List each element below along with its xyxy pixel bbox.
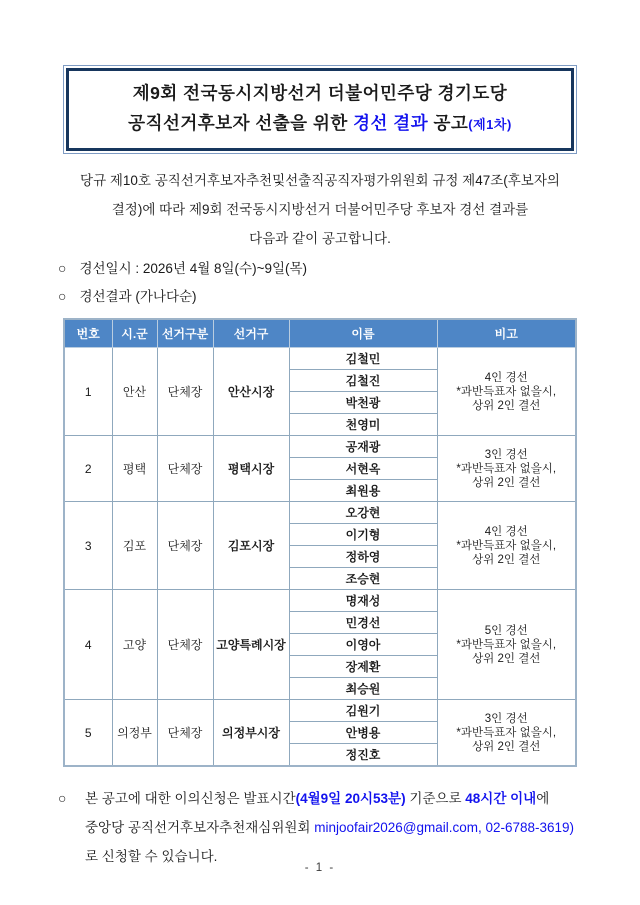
column-header-col-district-type: 선거구분 bbox=[157, 319, 213, 348]
email-link[interactable]: minjoofair2026@gmail.com, 02-6788-3619) bbox=[314, 820, 575, 835]
remark-line: 4인 경선 bbox=[484, 525, 528, 538]
cell-candidate-name: 민경선 bbox=[289, 612, 437, 634]
table-row bbox=[64, 590, 576, 612]
title-line-1: 제9회 전국동시지방선거 더불어민주당 경기도당 bbox=[132, 83, 508, 103]
bullet-list bbox=[58, 255, 307, 310]
text-run: (제1차) bbox=[468, 117, 512, 132]
cell-city: 고양 bbox=[112, 590, 157, 700]
results-table-body bbox=[64, 348, 576, 767]
cell-remark bbox=[437, 348, 576, 436]
cell-district-type: 단체장 bbox=[157, 348, 213, 436]
cell-candidate-name: 박천광 bbox=[289, 392, 437, 414]
notice-lines bbox=[58, 784, 590, 871]
text-run: 로 신청할 수 있습니다. bbox=[85, 849, 218, 864]
cell-candidate-name: 안병용 bbox=[289, 722, 437, 744]
cell-candidate-name: 김철진 bbox=[289, 370, 437, 392]
cell-candidate-name: 최원용 bbox=[289, 480, 437, 502]
table-row bbox=[64, 502, 576, 524]
remark-line: 상위 2인 결선 bbox=[472, 740, 541, 753]
notice-line-2 bbox=[58, 813, 590, 842]
cell-candidate-name: 조승현 bbox=[289, 568, 437, 590]
remark-line: *과반득표자 없을시, bbox=[456, 385, 557, 398]
cell-candidate-name: 정하영 bbox=[289, 546, 437, 568]
cell-candidate-name: 김원기 bbox=[289, 700, 437, 722]
cell-district: 의정부시장 bbox=[213, 700, 289, 767]
title-box bbox=[63, 65, 577, 154]
cell-city: 의정부 bbox=[112, 700, 157, 767]
cell-candidate-name: 이영아 bbox=[289, 634, 437, 656]
text-run: 공고 bbox=[428, 113, 469, 133]
results-table bbox=[63, 318, 577, 767]
cell-candidate-name: 공재광 bbox=[289, 436, 437, 458]
remark-line: *과반득표자 없을시, bbox=[456, 539, 557, 552]
text-run: 공직선거후보자 선출을 위한 bbox=[128, 113, 354, 133]
result-text: 경선결과 (가나다순) bbox=[79, 288, 197, 304]
cell-candidate-name: 명재성 bbox=[289, 590, 437, 612]
circle-bullet-icon: ○ bbox=[58, 260, 67, 276]
table-row bbox=[64, 700, 576, 722]
column-header-col-remark: 비고 bbox=[437, 319, 576, 348]
bullet-result bbox=[58, 283, 307, 311]
cell-number: 3 bbox=[64, 502, 112, 590]
intro-line-1: 당규 제10호 공직선거후보자추천및선출직공직자평가위원회 규정 제47조(후보자의 bbox=[80, 173, 560, 188]
text-run: 기준으로 bbox=[405, 791, 466, 806]
intro-line-2: 결정)에 따라 제9회 전국동시지방선거 더불어민주당 후보자 경선 결과를 bbox=[111, 202, 529, 217]
cell-number: 4 bbox=[64, 590, 112, 700]
text-run: 에 bbox=[536, 791, 550, 806]
title-inner-border bbox=[66, 68, 574, 151]
cell-remark bbox=[437, 502, 576, 590]
cell-district-type: 단체장 bbox=[157, 700, 213, 767]
remark-line: 3인 경선 bbox=[484, 448, 528, 461]
text-run: 중앙당 공직선거후보자추천재심위원회 bbox=[85, 820, 315, 835]
notice-line-1 bbox=[58, 784, 590, 813]
cell-candidate-name: 이기형 bbox=[289, 524, 437, 546]
circle-bullet-icon: ○ bbox=[58, 790, 67, 806]
cell-city: 김포 bbox=[112, 502, 157, 590]
cell-candidate-name: 정진호 bbox=[289, 744, 437, 767]
remark-line: 상위 2인 결선 bbox=[472, 652, 541, 665]
cell-remark bbox=[437, 436, 576, 502]
cell-remark bbox=[437, 590, 576, 700]
cell-remark bbox=[437, 700, 576, 767]
cell-candidate-name: 김철민 bbox=[289, 348, 437, 370]
cell-candidate-name: 천영미 bbox=[289, 414, 437, 436]
cell-candidate-name: 최승원 bbox=[289, 678, 437, 700]
text-run: (4월9일 20시53분) bbox=[295, 791, 406, 806]
title-line-2 bbox=[71, 108, 569, 140]
cell-number: 5 bbox=[64, 700, 112, 767]
cell-candidate-name: 장제환 bbox=[289, 656, 437, 678]
circle-bullet-icon: ○ bbox=[58, 287, 67, 304]
remark-line: 4인 경선 bbox=[484, 371, 528, 384]
table-row bbox=[64, 348, 576, 370]
cell-district: 김포시장 bbox=[213, 502, 289, 590]
page-number: - 1 - bbox=[304, 862, 336, 874]
intro-paragraph bbox=[40, 166, 600, 253]
cell-number: 2 bbox=[64, 436, 112, 502]
results-table-header bbox=[64, 319, 576, 348]
remark-line: 상위 2인 결선 bbox=[472, 553, 541, 566]
cell-number: 1 bbox=[64, 348, 112, 436]
remark-line: 5인 경선 bbox=[484, 624, 528, 637]
cell-district: 고양특례시장 bbox=[213, 590, 289, 700]
intro-line-3: 다음과 같이 공고합니다. bbox=[249, 231, 391, 246]
text-run: 본 공고에 대한 이의신청은 발표시간 bbox=[85, 791, 296, 806]
notice-paragraph bbox=[58, 784, 590, 871]
remark-line: *과반득표자 없을시, bbox=[456, 638, 557, 651]
column-header-col-name: 이름 bbox=[289, 319, 437, 348]
remark-line: *과반득표자 없을시, bbox=[456, 462, 557, 475]
column-header-col-district: 선거구 bbox=[213, 319, 289, 348]
remark-line: 3인 경선 bbox=[484, 712, 528, 725]
table-row bbox=[64, 436, 576, 458]
remark-line: *과반득표자 없을시, bbox=[456, 726, 557, 739]
cell-candidate-name: 서현옥 bbox=[289, 458, 437, 480]
bullet-schedule bbox=[58, 255, 307, 283]
cell-city: 안산 bbox=[112, 348, 157, 436]
remark-line: 상위 2인 결선 bbox=[472, 399, 541, 412]
column-header-col-no: 번호 bbox=[64, 319, 112, 348]
cell-district: 안산시장 bbox=[213, 348, 289, 436]
cell-district-type: 단체장 bbox=[157, 436, 213, 502]
schedule-text: 경선일시 : 2026년 4월 8일(수)~9일(목) bbox=[79, 261, 308, 276]
text-run: 경선 결과 bbox=[353, 113, 429, 133]
remark-line: 상위 2인 결선 bbox=[472, 476, 541, 489]
cell-city: 평택 bbox=[112, 436, 157, 502]
cell-candidate-name: 오강현 bbox=[289, 502, 437, 524]
cell-district: 평택시장 bbox=[213, 436, 289, 502]
column-header-col-city: 시.군 bbox=[112, 319, 157, 348]
cell-district-type: 단체장 bbox=[157, 590, 213, 700]
text-run: 48시간 이내 bbox=[465, 791, 537, 806]
cell-district-type: 단체장 bbox=[157, 502, 213, 590]
